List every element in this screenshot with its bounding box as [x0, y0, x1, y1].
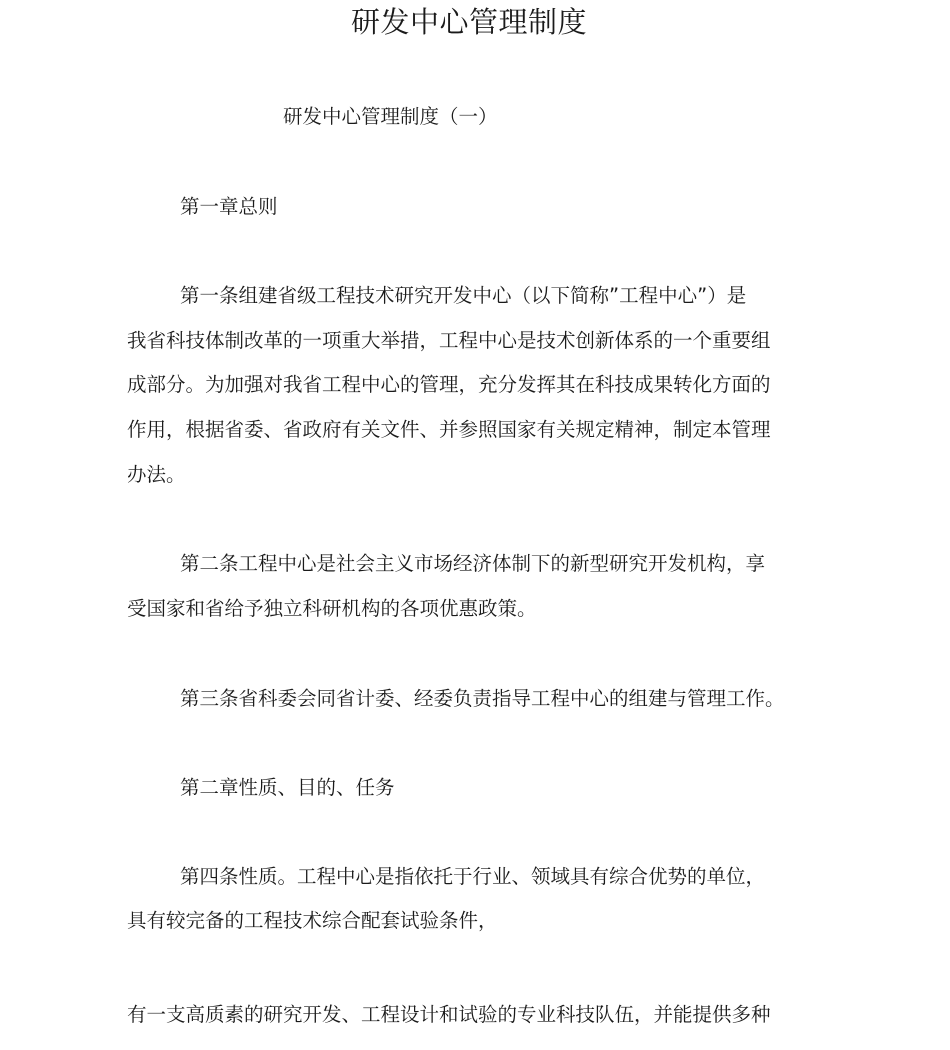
article-4-line-1: 第四条性质。工程中心是指依托于行业、领域具有综合优势的单位，: [180, 865, 766, 888]
article-3-paragraph: 第三条省科委会同省计委、经委负责指导工程中心的组建与管理工作。: [180, 687, 785, 710]
article-1-line-4: 作用，根据省委、省政府有关文件、并参照国家有关规定精神，制定本管理: [127, 418, 771, 441]
article-1-line-5: 办法。: [127, 463, 186, 486]
chapter-2-heading: 第二章性质、目的、任务: [180, 776, 395, 799]
article-4-line-2: 具有较完备的工程技术综合配套试验条件，: [127, 909, 498, 932]
article-1-line-3: 成部分。为加强对我省工程中心的管理，充分发挥其在科技成果转化方面的: [127, 373, 771, 396]
chapter-1-heading: 第一章总则: [180, 195, 278, 218]
document-subtitle: 研发中心管理制度（一）: [283, 105, 498, 128]
article-1-line-1: 第一条组建省级工程技术研究开发中心（以下简称”工程中心”）是: [180, 284, 747, 307]
article-4-continuation: 有一支高质素的研究开发、工程设计和试验的专业科技队伍，并能提供多种: [127, 1003, 771, 1026]
article-1-line-2: 我省科技体制改革的一项重大举措，工程中心是技术创新体系的一个重要组: [127, 329, 771, 352]
article-2-line-1: 第二条工程中心是社会主义市场经济体制下的新型研究开发机构，享: [180, 552, 766, 575]
article-2-line-2: 受国家和省给予独立科研机构的各项优惠政策。: [127, 597, 537, 620]
document-title: 研发中心管理制度: [350, 5, 587, 39]
